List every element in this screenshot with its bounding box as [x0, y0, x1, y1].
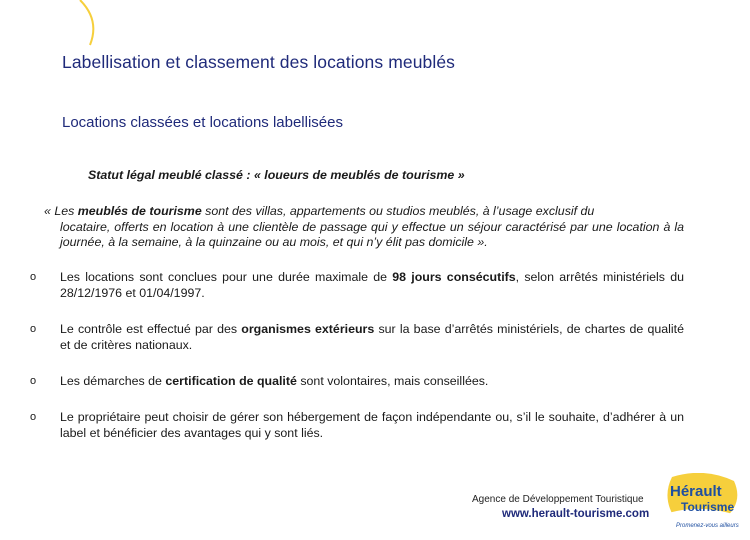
- bullet-marker: o: [30, 271, 37, 283]
- bullet-text: sont volontaires, mais conseillées.: [296, 374, 489, 388]
- bullet-text: Le propriétaire peut choisir de gérer son hébergement de façon indépendante ou, s’il le souhaite, d’adhérer à un label et bénéficier des avantages qui y sont liés.: [60, 410, 684, 440]
- definition-bold: meublés de tourisme: [77, 204, 202, 218]
- bullet-text: , selon arrêtés ministériels du 28/12/1976 et 01/04/1997.: [60, 270, 684, 300]
- bullet-text: Le contrôle est effectué par des: [60, 322, 242, 336]
- definition-lead: « Les: [44, 204, 78, 218]
- page-title: Labellisation et classement des locations meublés: [62, 52, 456, 72]
- list-item: [30, 410, 684, 441]
- section-subtitle: Locations classées et locations labellisées: [62, 114, 343, 131]
- bullet-marker: o: [30, 323, 37, 335]
- bullet-bold: certification de qualité: [165, 374, 297, 388]
- logo-tagline: Promenez-vous ailleurs: [676, 523, 739, 529]
- statut-heading: Statut légal meublé classé : « loueurs de meublés de tourisme »: [88, 168, 465, 182]
- bullet-marker: o: [30, 375, 37, 387]
- bullet-bold: organismes extérieurs: [241, 322, 375, 336]
- bullet-text: sur la base d’arrêtés ministériels, de chartes de qualité et de critères nationaux.: [60, 322, 685, 352]
- definition-rest-1: sont des villas, appartements ou studios meublés, à l’usage exclusif du: [201, 204, 595, 218]
- list-item: [30, 322, 684, 353]
- list-item: [30, 270, 684, 301]
- list-item: [30, 374, 684, 390]
- bullet-marker: o: [30, 411, 37, 423]
- footer-agency: Agence de Développement Touristique: [472, 494, 644, 505]
- definition-paragraph: [44, 204, 684, 251]
- footer-url-link[interactable]: www.herault-tourisme.com: [502, 508, 650, 520]
- definition-rest-2: locataire, offerts en location à une clientèle de passage qui y effectue un séjour caractérisé par une location à la journée, à la semaine, à la quinzaine ou au mois, et qui n’y élit pas domicile ».: [60, 219, 684, 249]
- bullet-bold: 98 jours consécutifs: [392, 270, 516, 284]
- logo-text-herault: Hérault: [670, 483, 722, 500]
- bullet-text: Les démarches de: [60, 374, 166, 388]
- bullet-text: Les locations sont conclues pour une durée maximale de: [60, 270, 393, 284]
- logo-text-tourisme: Tourisme: [681, 500, 735, 514]
